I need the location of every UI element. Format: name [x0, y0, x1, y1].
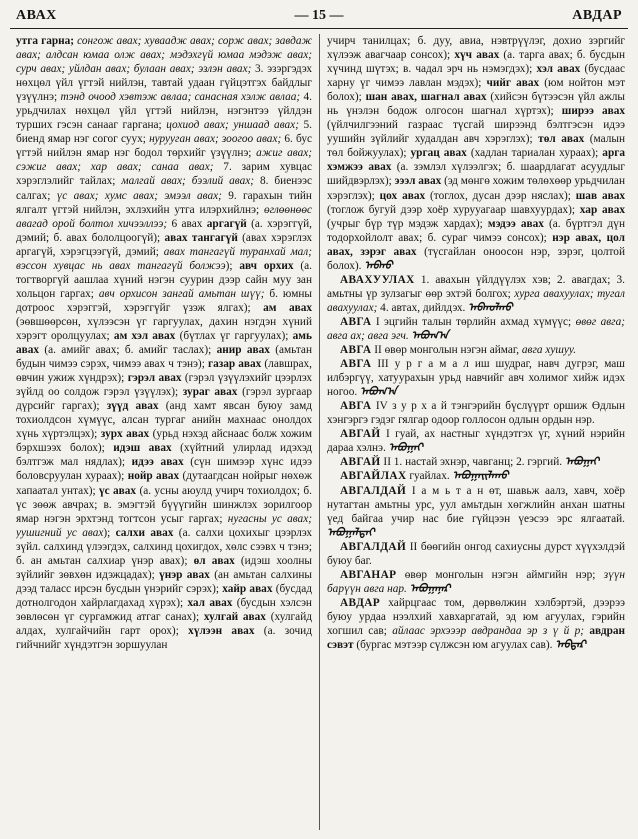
page-number: — 15 — — [294, 8, 344, 23]
entry-avgai-1: АВГАЙ I гуай, ах настныг хүндэтгэх үг, хүний нэрийн дараа хэлнэ. ᠠᠪᠤᠭᠠᠢ — [327, 428, 625, 455]
entry-avah-idioms-end: учирч танилцах; б. дуу, авиа, нэвтрүүлэг, дохио зэргийг хүлээж авагчаар сонсох); хүч авах (а. тарга авах; б. бусдын хүчинд шүтэх; в. чадал эрч нь нэмэгдэх); хэл авах (бусдаас харну үг чимээ лавлан мэдэх); чийг авах (юм нойтон мэт болох); шан авах, шагнал авах (хийсэн бүтээсэн үйл ажлы нь үнэлэн бодож олгосон шагнал хүртэх); ширээ авах (үйлчилгээний газраас түсгай ширээнд бэлтгэсэн идээ уушийн зүйлийг худалдан авч хэрэглэх); төл авах (малын төл бойжуулах); ургац авах (хадлан тариалан хураах); арга хэмжээ авах (а. зэмлэл хүлээлгэх; б. шаардлагат асуудлыг шийдвэрлэх); эээл авах (эд мөнгө хожим төлөхөөр урьдчилан хэрэглэх); цох авах (тоглох, дусан дээр няслах); шав авах (тоглож бугуй дээр хоёр хурууагаар шавхуурдах); хар авах (учрыг бүр түр мэдэж хардах); мэдээ авах (а. бүртгэл дүн тодорхойлолт авах; б. сураг чимээ сонсох); нэр авах, цол авах, зэрэг авах (түсгайлан оноосон нэр, зэрэг, цолтой болох). ᠠᠪᠬᠤ — [327, 35, 625, 272]
running-header — [10, 6, 628, 28]
header-rule — [10, 28, 628, 29]
right-column — [327, 34, 625, 834]
column-divider — [319, 34, 320, 830]
entry-avahuulah: АВАХУУЛАХ 1. авахын үйлдүүлэх хэв; 2. авагдах; 3. амьтны үр зулзагыг өөр эхтэй болгох; хурга авахуулах; тугал авахуулах; 4. автах, дийлдэх. ᠠᠪᠬᠤᠯᠬᠤ — [327, 273, 625, 314]
entry-avgailah: АВГАЙЛАХ гуайлах. ᠠᠪᠤᠭᠠᠢᠯᠠᠬᠤ — [340, 470, 509, 483]
entry-avga-3: АВГА III у р г а м а л иш шудраг, навч дугрэг, маш илбэргүү, хатуурахын урьд навчийг авч холимог хийж идэх ногоо. ᠠᠪᠤᠭ᠎ᠠ — [327, 358, 625, 399]
entry-avganar: АВГАНАР өвөр монголын нэгэн аймгийн нэр; зүүн барүүн авга нар. ᠠᠪᠤᠭᠠᠨᠠᠷ — [327, 568, 625, 595]
entry-avah-continued: утга гарна; сонгож авах; хуваадж авах; сорж авах; завдаж авах; алдсан юмаа олж авах; мэдэхгүй юмаа мэдэж авах; сурч авах; уйлдан авах; булаан авах; эзлэн авах; 3. эзэргэдэх нөхцөл үйл үгтэй нийлэн, тавтай удаан гүйцэтгэх байдлыг үзүүлнэ; тэнд очоод хэвтэж авлаа; санасная хэлж авлаа; 4. урьдчилах нөхцөл үйл үгтэй нийлэн, нэгэнтээ үйлдэн турших гэсэн санааг гаргана; цохиод авах; уншаад авах; 5. биенд ямар нэг согог суух; нурууган авах; зоогоо авах; 6. бус үгтэй нийлэн ямар нэг бодол төрхийг үзүүлнэ; ажиг авах; сэжиг авах; хар авах; санаа авах; 7. зарим хувцас хэрэглэлийг тайлах; малгай авах; бээлий авах; 8. биенээс салгах; үс авах; хумс авах; эмээл авах; 9. гарахын тийн ялгалт үгтэй нийлэн, эхлэхийн утга илэрхийлнэ; өглөөнөөс авагад орой болтол хичээллээ; 6 авах аргагүй (а. хэрэггүй, дэмий; б. авах бололцоогүй); авах тангагүй (авах хэрэглэх аргагүй, хэрэгцээгүй, дэмий; авах тангагүй туранхай мал; вэссон хувцас нь авах тангагүй болжээ); авч орхих (а. тогтворгүй аашлаа хүний нэгэн суурин дээр сайн муу зан хольцон гаргах; авч орхисон зангай амьтан шүү; б. юмны дотроос хэрэггэй, хэрэггүйг үзэж ялгах); ам авах (эөвшөөрсөн, хүлээсэн үг гаргуулах, дахин нэгдэн хүний хэрэгт оролцуулах; ам хэл авах (бүтлах үг гаргуулах); амь авах (а. амийг авах; б. амийг таслах); анир авах (амьтан будын чимээ сэрэх, чимээ авах ч тэнэ); газар авах (лавшрах, өвчин ужиж хүндрэх); гэрэл авах (гэрэл үзүүлэхийг цээрлэх зүйлд оо солдож гэрэл үзүүлэх); зураг авах (гэрэл зургаар дүрсийг гаргах); зүүд авах (анд хамт явсан буюу замд тохиолдсон хүмүүс, алсан тургаг анийн махнаас онолдох хүнь хүртэлцэх); зурх авах (урьд нэхэд айснаас болж хожим бэрхшээх болох); идэш авах (хүйтний улирлад идэхэд бэлтгэж мал нядлах); идээ авах (сүн шимээр хүнс идээ боловсруулан хураах); нойр авах (дутаагдсан нойрыг нөхөж хапаатал унтах); үс авах (а. усны аюулд учирч тохиолдох; б. үс зөөж авчрах; в. эмэгтэй бүүүгийн шинжлэх зорилгоор ямар нэгэн эрхтэнд тогтсон усыг гаргах; нугасны ус авах; уушигний ус авах); салхи авах (а. салхи цохихыг цээрлэх зүйл. салхинд үлээгдэх, салхинд цохигдох, хөлс сээвх ч тэнэ; б. ан амьтан салхиар үнэр авах); өл авах (идэш хоолны зүйлийг зөвхөн идэжцадах); үнэр авах (ан амьтан салхины дээд таласс ирсэн бусдын үнэрийг сэрэх); хайр авах (бусдад дотнолгодон хайрлагдахад хүрэх); хал авах (бусдын хэлсэн зөвлөсөн үг сургамжид атгаг санах); хулгай авах (хулгайд алдах, хулгайчийн гарт орох); хүлээн авах (а. зочид гийчнийг хүндэтгэн зоршуулан — [16, 35, 312, 652]
left-guide-word: АВАХ — [16, 8, 57, 23]
entry-avgai-2: АВГАЙ II 1. настай эхнэр, чавганц; 2. гэргий. ᠠᠪᠤᠭᠠᠢ — [340, 456, 600, 469]
entry-avgaldai-2: АВГАЛДАЙ II бөөгийн онгод сахиусны дурст хүүхэлдэй буюу баг. — [327, 540, 625, 567]
right-guide-word: АВДАР — [572, 8, 622, 23]
entry-avdar: АВДАР хайрцгаас том, дөрвөлжин хэлбэртэй, дээрээ буюу урдаа нээлхий хавхаргатай, эд юм агуулах, гэрийн хогшил сав; айлаас эрхэээр авдрандаа эр з ү й р; авдран сэвэт (бургас мэтээр сүлжсэн юм агуулах сав). ᠠᠪᠳᠠᠷ — [327, 596, 625, 652]
entry-avga-4: АВГА IV з у р х а й тэнгэрийн бүслүүрт оршиж Өдлын хэнгэргэ гэдэг гялгар одоор голлосон одлын ордын нэр. — [327, 400, 625, 427]
entry-avga-1: АВГА I эцгийн талын төрлийн ахмад хүмүүс; өвөг авга; авга ах; авга эгч. ᠠᠪᠤᠭ᠎ᠠ — [327, 315, 625, 342]
entry-avgaldai-1: АВГАЛДАЙ I а м ь т а н өт, шавьж аалз, хавч, хоёр нутагтан амьтны урс, уул амьтдын хөгжлийн анхан шатны үед байгаа учир нас бие гүйцээн үеэсээ эрс ялгаатай. ᠠᠪᠤᠭᠠᠯᠳᠠᠢ — [327, 484, 625, 539]
entry-avga-2: АВГА II өвөр монголын нэгэн аймаг, авга хушуу. — [340, 344, 577, 357]
left-column — [16, 34, 312, 834]
